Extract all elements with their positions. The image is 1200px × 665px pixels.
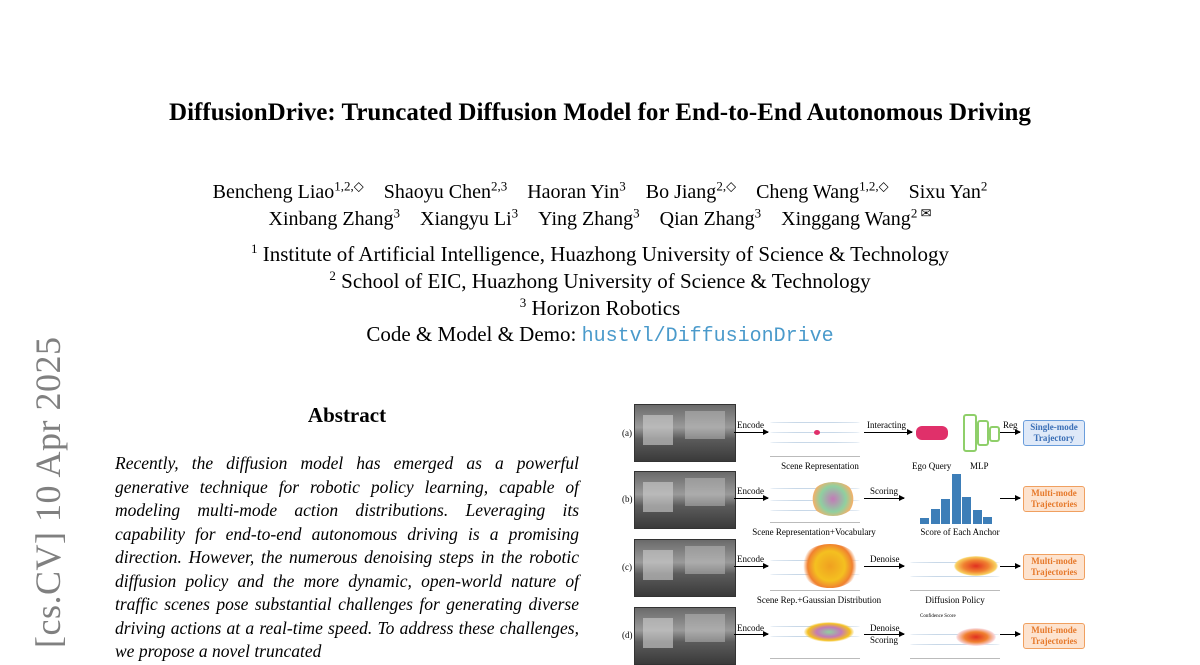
author-affiliation-mark: 3 xyxy=(511,205,519,220)
teaser-figure xyxy=(620,398,1090,658)
ego-car-icon xyxy=(916,426,948,440)
abstract-text: Recently, the diffusion model has emerged as a powerful generative technique for robotic policy learning, capable of modeling multi-mode action distributions. Leveraging its capability for end-to-end autonomous driving is a promising direction. However, the numerous denoising steps in the robotic diffusion policy and the more dynamic, open-world nature of traffic scenes pose substantial challenges for generating diverse driving actions at a real-time speed. To address these challenges, we propose a novel truncated xyxy=(115,453,579,661)
single-mode-trajectory-box: Single-mode Trajectory xyxy=(1023,420,1085,446)
ego-query-label: Ego Query xyxy=(912,461,952,471)
interacting-label: Interacting xyxy=(867,420,906,430)
diffusion-policy-output xyxy=(910,546,1000,591)
author-affiliation-mark: 3 xyxy=(754,205,762,220)
camera-image xyxy=(634,471,736,529)
author-affiliation-mark: 3 xyxy=(633,205,640,220)
author-affiliation-mark: 3 xyxy=(619,178,626,193)
author-name: Xiangyu Li$^3$ xyxy=(420,205,519,230)
encode-label: Encode xyxy=(737,486,764,496)
abstract-heading: Abstract xyxy=(307,403,387,427)
author-affiliation-mark: 1,2,◇ xyxy=(859,178,889,193)
scoring-label: Scoring xyxy=(870,635,898,645)
scene-label: Scene Representation xyxy=(781,461,859,471)
scene-representation xyxy=(770,412,860,457)
scoring-label: Scoring xyxy=(870,486,898,496)
arxiv-sidebar-stamp: [cs.CV] 10 Apr 2025 xyxy=(28,336,68,648)
denoise-label: Denoise xyxy=(870,623,900,633)
confidence-label: Confidence Score xyxy=(920,614,956,619)
mlp-label: MLP xyxy=(970,461,989,471)
histogram-bar xyxy=(952,474,961,524)
histogram-bar xyxy=(941,499,950,524)
row-label-b: (b) xyxy=(622,494,633,504)
score-label: Score of Each Anchor xyxy=(920,527,1000,537)
camera-image xyxy=(634,607,736,665)
author-name: Qian Zhang$^3$ xyxy=(659,205,762,230)
camera-image xyxy=(634,404,736,462)
author-name: Xinbang Zhang$^3$ xyxy=(268,205,400,230)
denoise-label: Denoise xyxy=(870,554,900,564)
row-label-c: (c) xyxy=(622,562,632,572)
multi-mode-trajectories-box: Multi-mode Trajectories xyxy=(1023,554,1085,580)
author-name: Ying Zhang$^3$ xyxy=(538,205,640,230)
encode-label: Encode xyxy=(737,623,764,633)
author-affiliation-mark: 2,3 xyxy=(490,178,508,193)
diffusion-policy-label: Diffusion Policy xyxy=(925,595,985,605)
arrow xyxy=(864,432,912,433)
arrow xyxy=(864,498,904,499)
mlp-block xyxy=(963,414,977,452)
scene-gaussian xyxy=(770,546,860,591)
histogram-bar xyxy=(983,517,992,525)
author-affiliation-mark: 2 ✉ xyxy=(910,205,932,220)
author-name: Haoran Yin$^3$ xyxy=(527,178,626,203)
reg-label: Reg xyxy=(1003,420,1018,430)
arrow xyxy=(864,634,904,635)
scene-vocab-label: Scene Representation+Vocabulary xyxy=(752,527,876,537)
arrow xyxy=(734,634,768,635)
encode-label: Encode xyxy=(737,554,764,564)
scene-truncated xyxy=(770,614,860,659)
mlp-block xyxy=(977,420,989,446)
multi-mode-trajectories-box: Multi-mode Trajectories xyxy=(1023,623,1085,649)
arrow xyxy=(1000,634,1020,635)
mlp-block xyxy=(989,426,1000,442)
anchor-score-histogram xyxy=(920,474,992,524)
encode-label: Encode xyxy=(737,420,764,430)
histogram-bar xyxy=(973,510,982,524)
author-name: Shaoyu Chen$^{2,3}$ xyxy=(383,178,508,203)
row-label-d: (d) xyxy=(622,630,633,640)
author-list-line-1 xyxy=(0,178,1200,204)
author-affiliation-mark: 2 xyxy=(980,178,988,193)
camera-image xyxy=(634,539,736,597)
author-affiliation-mark: 2,◇ xyxy=(716,178,737,193)
author-name: Sixu Yan$^2$ xyxy=(908,178,988,203)
code-label: Code & Model & Demo: xyxy=(366,322,582,346)
diffusion-drive-output xyxy=(910,614,1000,659)
arrow xyxy=(734,566,768,567)
author-name: Xinggang Wang$^{2 ✉}$ xyxy=(781,205,932,230)
affiliation-3: $^3$ Horizon Robotics xyxy=(519,295,681,320)
author-name: Cheng Wang$^{1,2,◇}$ xyxy=(756,178,889,203)
author-affiliation-mark: 1,2,◇ xyxy=(334,178,364,193)
author-name: Bencheng Liao$^{1,2,◇}$ xyxy=(212,178,364,203)
arrow xyxy=(734,432,768,433)
arrow xyxy=(1000,566,1020,567)
row-label-a: (a) xyxy=(622,428,632,438)
histogram-bar xyxy=(920,518,929,524)
arrow xyxy=(734,498,768,499)
arrow xyxy=(1000,432,1020,433)
histogram-bar xyxy=(962,497,971,525)
arrow xyxy=(864,566,904,567)
affiliation-2: $^2$ School of EIC, Huazhong University of Science & Technology xyxy=(329,268,871,293)
arrow xyxy=(1000,498,1020,499)
multi-mode-trajectories-box: Multi-mode Trajectories xyxy=(1023,486,1085,512)
author-name: Bo Jiang$^{2,◇}$ xyxy=(645,178,737,203)
author-affiliation-mark: 3 xyxy=(393,205,400,220)
code-line xyxy=(0,322,1200,348)
paper-title: DiffusionDrive: Truncated Diffusion Model for End-to-End Autonomous Driving xyxy=(169,99,1031,126)
author-list-line-2 xyxy=(0,205,1200,231)
affiliation-1: $^1$ Institute of Artificial Intelligence, Huazhong University of Science & Technology xyxy=(250,241,950,266)
code-link[interactable]: hustvl/DiffusionDrive xyxy=(581,325,834,348)
scene-gaussian-label: Scene Rep.+Gaussian Distribution xyxy=(756,595,882,605)
histogram-bar xyxy=(931,509,940,524)
scene-vocabulary xyxy=(770,478,860,523)
